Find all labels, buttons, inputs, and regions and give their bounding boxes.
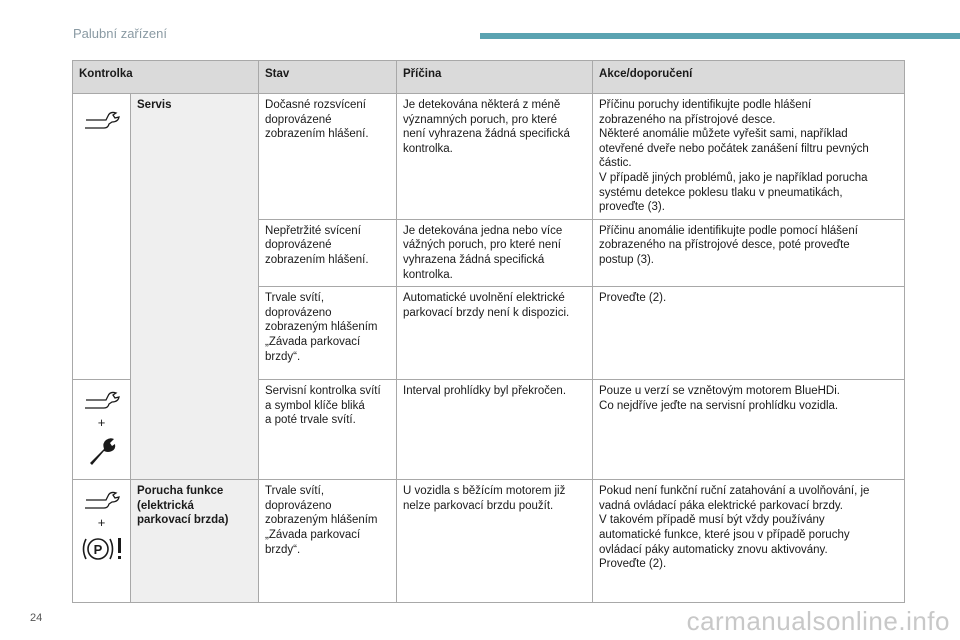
akce-cell: Proveďte (2). xyxy=(593,287,905,380)
header-accent-bar xyxy=(480,33,960,39)
pricina-cell: Interval prohlídky byl překročen. xyxy=(397,380,593,480)
akce-cell: Příčinu anomálie identifikujte podle pomocí hlášení zobrazeného na přístrojové desce, poté proveďte postup (3). xyxy=(593,219,905,286)
wrench-outline-icon xyxy=(82,110,122,134)
stav-cell: Trvale svítí, doprovázeno zobrazeným hlášením „Závada parkovací brzdy“. xyxy=(259,287,397,380)
column-header-pricina: Příčina xyxy=(397,61,593,94)
wrench-outline-icon xyxy=(82,490,122,514)
stav-cell: Servisní kontrolka svítí a symbol klíče bliká a poté trvale svítí. xyxy=(259,380,397,480)
plus-sign: + xyxy=(97,415,106,431)
table-row xyxy=(73,480,905,603)
plus-sign: + xyxy=(97,515,106,531)
pricina-cell: Automatické uvolnění elektrické parkovací brzdy není k dispozici. xyxy=(397,287,593,380)
column-header-kontrolka: Kontrolka xyxy=(73,61,259,94)
page-section-title: Palubní zařízení xyxy=(73,26,167,41)
watermark: carmanualsonline.info xyxy=(686,606,950,636)
akce-cell: Pokud není funkční ruční zatahování a uvolňování, je vadná ovládací páka elektrické parkovací brzdy. V takovém případě musí být vždy používány automatické funkce, které jsou v případě poruchy ovládací páky automaticky znovu aktivovány. Proveďte (2). xyxy=(593,480,905,603)
service-label: Servis xyxy=(137,99,172,111)
pricina-cell: Je detekována jedna nebo více vážných poruch, pro které není vyhrazena žádná specifická kontrolka. xyxy=(397,219,593,286)
warning-lights-table xyxy=(72,60,905,603)
stav-cell: Trvale svítí, doprovázeno zobrazeným hlášením „Závada parkovací brzdy“. xyxy=(259,480,397,603)
parking-brake-warning-icon xyxy=(79,535,125,563)
table-header-row xyxy=(73,61,905,94)
svg-text:P: P xyxy=(93,541,103,557)
page-number: 24 xyxy=(30,612,43,624)
akce-cell: Pouze u verzí se vznětovým motorem BlueHDi. Co nejdříve jeďte na servisní prohlídku vozidla. xyxy=(593,380,905,480)
service-wrench-icon-cell xyxy=(73,380,131,480)
wrench-outline-icon xyxy=(82,390,122,414)
akce-cell: Příčinu poruchy identifikujte podle hlášení zobrazeného na přístrojové desce. Některé anomálie můžete vyřešit sami, například otevřené dveře nebo počátek zanášení filtru pevných částic. V případě jiných problémů, jako je například porucha systému detekce poklesu tlaku v pneumatikách, proveďte (3). xyxy=(593,94,905,220)
stav-cell: Dočasné rozsvícení doprovázené zobrazením hlášení. xyxy=(259,94,397,220)
stav-cell: Nepřetržité svícení doprovázené zobrazením hlášení. xyxy=(259,219,397,286)
brake-fault-label: Porucha funkce (elektrická parkovací brzda) xyxy=(131,480,259,603)
parking-brake-icon-cell xyxy=(73,480,131,603)
service-label-cell xyxy=(131,94,259,480)
spanner-icon xyxy=(86,435,118,467)
column-header-akce: Akce/doporučení xyxy=(593,61,905,94)
pricina-cell: Je detekována některá z méně významných poruch, pro které není vyhrazena žádná specifická kontrolka. xyxy=(397,94,593,220)
column-header-stav: Stav xyxy=(259,61,397,94)
table-row xyxy=(73,94,905,220)
service-icon-cell xyxy=(73,94,131,380)
pricina-cell: U vozidla s běžícím motorem již nelze parkovací brzdu použít. xyxy=(397,480,593,603)
